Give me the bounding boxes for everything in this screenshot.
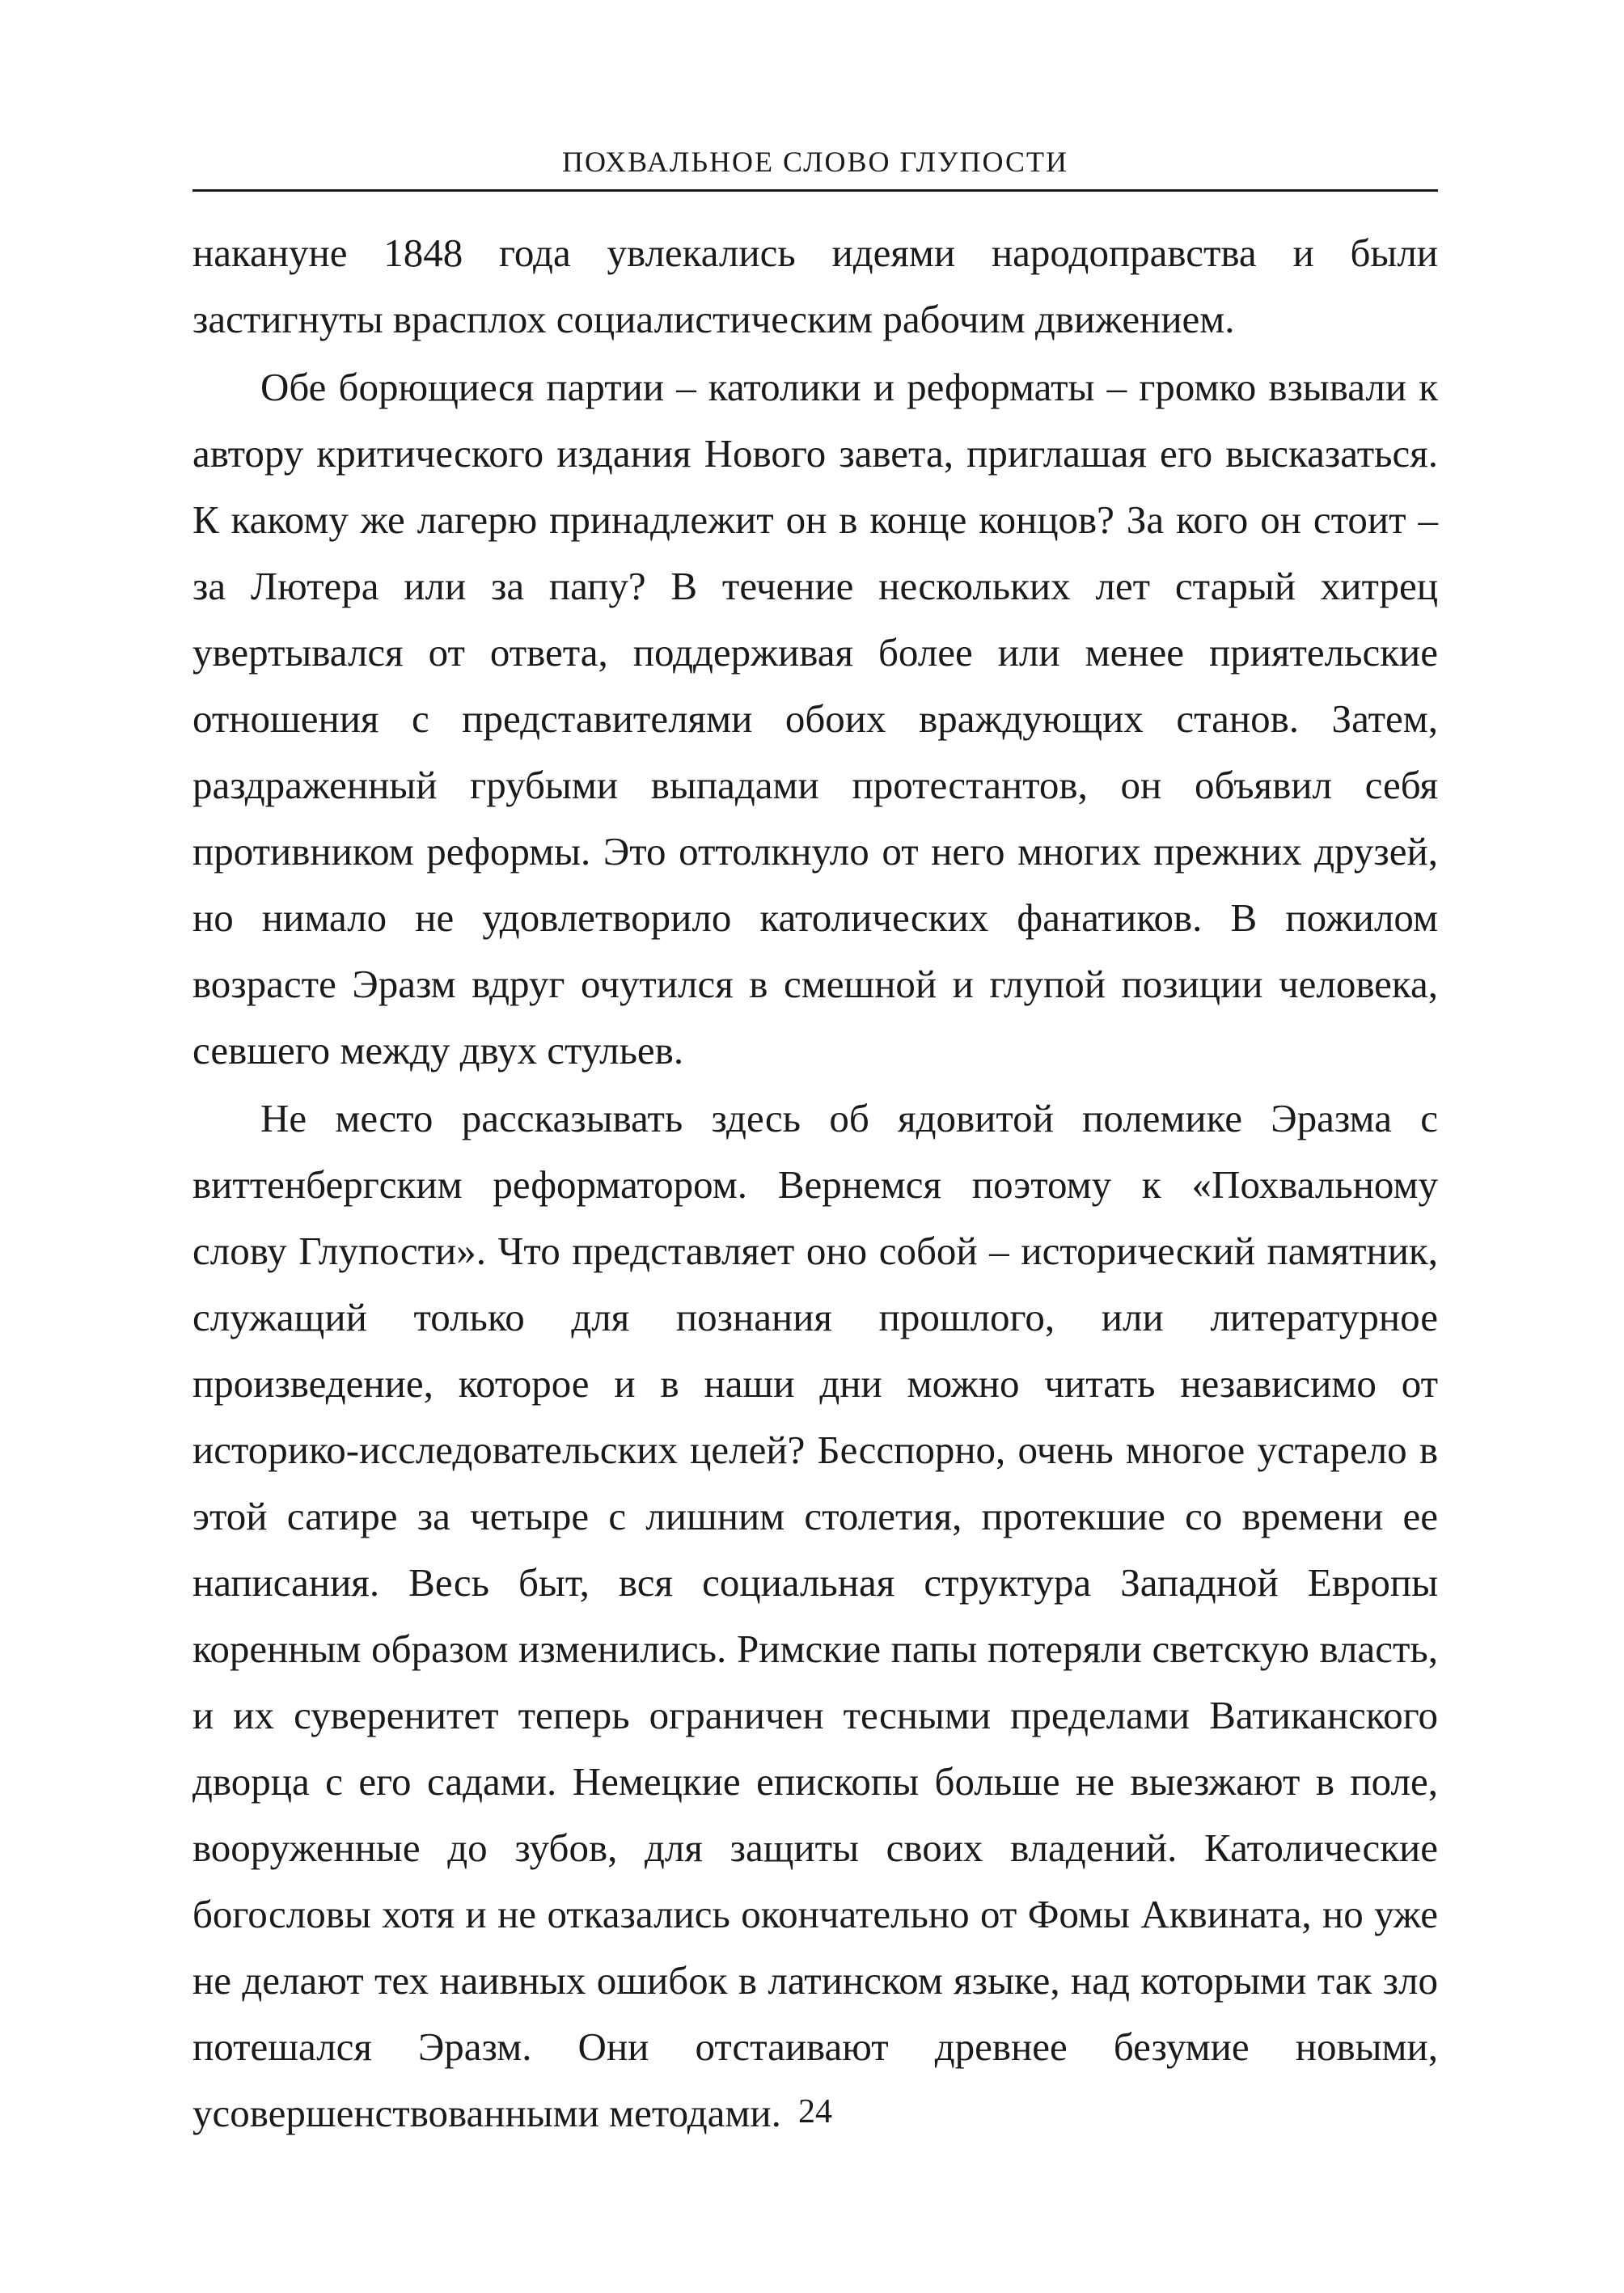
header-divider <box>192 189 1438 192</box>
paragraph: Не место рассказывать здесь об ядовитой полемике Эразма с виттенбергским реформатором. Вернемся поэтому к «Похвальному слову Глупости». Что представляет оно собой – исторический памятник, служащий только для познания прошлого, или литературное произведение, которое и в наши дни можно читать независимо от историко-исследовательских целей? Бесспорно, очень многое устарело в этой сатире за четыре с лишним столетия, протекшие со времени ее написания. Весь быт, вся социальная структура Западной Европы коренным образом изменились. Римские папы потеряли светскую власть, и их суверенитет теперь ограничен тесными пределами Ватиканского дворца с его садами. Немецкие епископы больше не выезжают в поле, вооруженные до зубов, для защиты своих владений. Католические богословы хотя и не отказались окончательно от Фомы Аквината, но уже не делают тех наивных ошибок в латинском языке, над которыми так зло потешался Эразм. Они отстаивают древнее безумие новыми, усовершенствованными методами. <box>192 1096 1438 2135</box>
running-header-title: ПОХВАЛЬНОЕ СЛОВО ГЛУПОСТИ <box>562 146 1068 178</box>
paragraph-continuation: накануне 1848 года увлекались идеями народоправства и были застигнуты врасплох социалистическим рабочим движением. <box>192 231 1438 341</box>
page-number: 24 <box>798 2093 832 2130</box>
page-body-text <box>192 220 1438 2148</box>
paragraph: Обе борющиеся партии – католики и реформаты – громко взывали к автору критического издания Нового завета, приглашая его высказаться. К какому же лагерю принадлежит он в конце концов? За кого он стоит – за Лютера или за папу? В течение нескольких лет старый хитрец увертывался от ответа, поддерживая более или менее приятельские отношения с представителями обоих враждующих станов. Затем, раздраженный грубыми выпадами протестантов, он объявил себя противником реформы. Это оттолкнуло от него многих прежних друзей, но нимало не удовлетворило католических фанатиков. В пожилом возрасте Эразм вдруг очутился в смешной и глупой позиции человека, севшего между двух стульев. <box>192 365 1438 1072</box>
